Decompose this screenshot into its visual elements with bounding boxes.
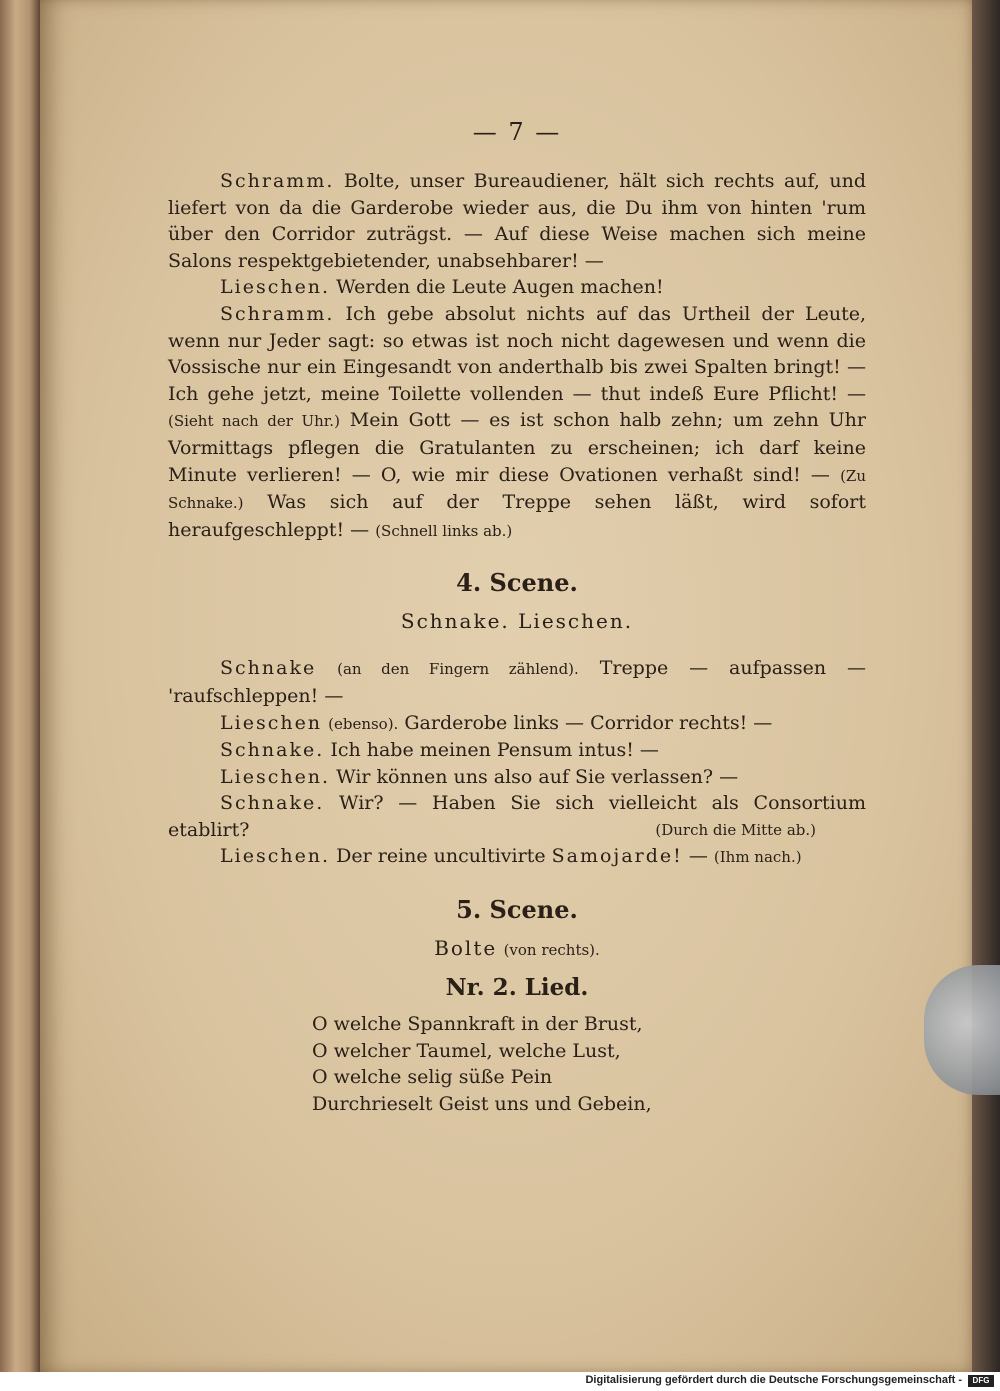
dialogue-text: Was sich auf der Treppe sehen läßt, wird sofort heraufgeschleppt! — [168, 491, 866, 541]
song-verse [312, 1011, 866, 1117]
stage-direction: (Schnell links ab.) [375, 521, 513, 540]
funding-notice: Digitalisierung gefördert durch die Deutsche Forschungsgemeinschaft - [585, 1374, 962, 1386]
speaker-name: Schnake. [220, 739, 325, 762]
dialogue-text: Wir? — Haben Sie sich vielleicht als Consortium etablirt? [168, 792, 866, 841]
left-page-edge [0, 0, 40, 1372]
dialogue-text: Bolte, unser Bureaudiener, hält sich rechts auf, und liefert von da die Garderobe wieder aus, die Du ihm von hinten 'rum über den Corridor zuträgst. — Auf diese Weise machen sich meine Salons respektgebietender, unabsehbarer! — [168, 170, 867, 272]
stage-direction: (Zu Schnake.) [168, 466, 866, 513]
character-name: Samojarde! [551, 845, 683, 868]
verse-line: O welche selig süße Pein [312, 1066, 553, 1089]
speaker-name: Schramm. [220, 170, 335, 192]
dialogue-schnake-1 [168, 655, 866, 709]
verse-line: O welcher Taumel, welche Lust, [312, 1039, 621, 1062]
scene-5-heading: 5. Scene. [456, 895, 578, 925]
dialogue-text: Treppe — aufpassen — 'raufschleppen! — [168, 657, 866, 707]
scene-4-heading: 4. Scene. [456, 568, 578, 598]
scene-4-characters: Schnake. Lieschen. [400, 609, 634, 634]
dialogue-lieschen-2 [168, 710, 866, 738]
dialogue-text: Mein Gott — es ist schon halb zehn; um zehn Uhr Vormittags pflegen die Gratulanten zu erscheinen; ich darf keine Minute verlieren! — O, wie mir diese Ovationen verhaßt sind! — [168, 409, 866, 486]
dialogue-text: Wir können uns also auf Sie verlassen? — [336, 765, 739, 788]
scene-5-entrance [168, 936, 866, 960]
page-number: — 7 — [472, 118, 562, 146]
stage-direction: (Ihm nach.) [713, 848, 802, 867]
dialogue-schramm-2 [168, 301, 866, 544]
dfg-logo: DFG [968, 1375, 994, 1387]
song-title: Nr. 2. Lied. [445, 974, 589, 1002]
stage-direction: (Sieht nach der Uhr.) [168, 412, 340, 431]
dialogue-schnake-2 [168, 737, 866, 764]
speaker-name: Lieschen. [220, 765, 331, 788]
dialogue-lieschen-4 [168, 843, 866, 871]
right-book-edge [972, 0, 1000, 1372]
speaker-name: Schnake [220, 657, 317, 680]
verse-line: O welche Spannkraft in der Brust, [312, 1013, 643, 1036]
dialogue-text: Werden die Leute Augen machen! [336, 276, 664, 299]
dialogue-schnake-3 [168, 790, 866, 843]
dialogue-lieschen-1 [168, 274, 866, 301]
stage-direction: (an den Fingern zählend). [337, 660, 579, 679]
stage-direction: (Durch die Mitte ab.) [655, 820, 816, 839]
stage-direction: (ebenso). [328, 714, 399, 733]
speaker-name: Schnake. [220, 792, 325, 815]
page-content [168, 118, 866, 1117]
speaker-name: Schramm. [220, 302, 335, 325]
speaker-name: Lieschen. [220, 276, 331, 299]
dialogue-text: Ich habe meinen Pensum intus! — [330, 739, 659, 762]
speaker-name: Lieschen [220, 711, 323, 734]
verse-line: Durchrieselt Geist uns und Gebein, [312, 1092, 652, 1115]
speaker-name: Bolte [434, 936, 498, 961]
dialogue-schramm-1 [168, 168, 866, 274]
dialogue-text: Der reine uncultivirte [336, 845, 546, 868]
dialogue-text: Garderobe links — Corridor rechts! — [404, 711, 773, 734]
footer-bar [0, 1372, 1000, 1391]
dialogue-text: — [688, 845, 708, 868]
dialogue-text: Ich gebe absolut nichts auf das Urtheil der Leute, wenn nur Jeder sagt: so etwas ist noch nicht dagewesen und wenn die Vossische nur ein Eingesandt von anderthalb bis zwei Spalten bringt! — Ich gehe jetzt, meine Toilette vollenden — thut indeß Eure Pflicht! — [168, 302, 866, 405]
dialogue-lieschen-3 [168, 764, 866, 791]
speaker-name: Lieschen. [220, 845, 331, 868]
stage-direction: (von rechts). [503, 941, 600, 960]
